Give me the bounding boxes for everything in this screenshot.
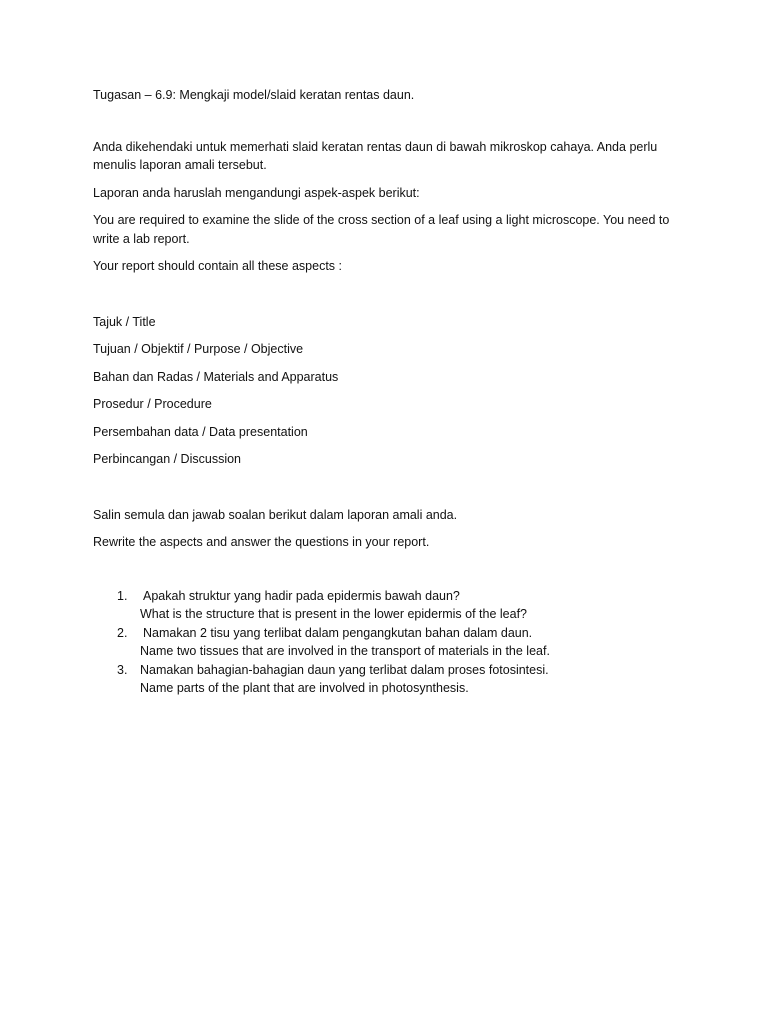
rewrite-instruction-malay: Salin semula dan jawab soalan berikut dalam laporan amali anda. <box>93 507 458 522</box>
aspect-title: Tajuk / Title <box>93 314 156 329</box>
aspect-procedure: Prosedur / Procedure <box>93 397 212 411</box>
intro-english: You are required to examine the slide of the cross section of a leaf using a light microscope. You need to write a lab report. <box>93 213 670 246</box>
question-number: 2. <box>117 625 128 640</box>
question-number: 1. <box>117 588 128 603</box>
aspect-materials: Bahan dan Radas / Materials and Apparatus <box>93 369 339 384</box>
assignment-title: Tugasan – 6.9: Mengkaji model/slaid keratan rentas daun. <box>93 88 415 102</box>
question-english: Name parts of the plant that are involved in photosynthesis. <box>140 681 469 695</box>
question-malay: Namakan bahagian-bahagian daun yang terlibat dalam proses fotosintesi. <box>140 662 549 677</box>
aspect-discussion: Perbincangan / Discussion <box>93 452 241 466</box>
question-english: Name two tissues that are involved in the transport of materials in the leaf. <box>140 644 550 658</box>
aspect-objective: Tujuan / Objektif / Purpose / Objective <box>93 342 304 356</box>
question-malay: Namakan 2 tisu yang terlibat dalam pengangkutan bahan dalam daun. <box>143 625 533 640</box>
question-item <box>93 587 673 624</box>
question-english: What is the structure that is present in the lower epidermis of the leaf? <box>140 607 527 621</box>
document-body <box>93 86 673 698</box>
rewrite-instruction-english: Rewrite the aspects and answer the questions in your report. <box>93 535 430 549</box>
question-item <box>93 624 673 661</box>
questions-list <box>93 587 673 698</box>
question-number: 3. <box>117 662 128 677</box>
aspects-intro-malay: Laporan anda haruslah mengandungi aspek-aspek berikut: <box>93 185 420 200</box>
intro-malay: Anda dikehendaki untuk memerhati slaid keratan rentas daun di bawah mikroskop cahaya. Anda perlu menulis laporan amali tersebut. <box>93 139 658 172</box>
aspect-data-presentation: Persembahan data / Data presentation <box>93 424 308 439</box>
report-aspects-list <box>93 313 673 469</box>
question-item <box>93 661 673 698</box>
question-malay: Apakah struktur yang hadir pada epidermis bawah daun? <box>143 588 460 603</box>
aspects-intro-english: Your report should contain all these aspects : <box>93 259 342 273</box>
